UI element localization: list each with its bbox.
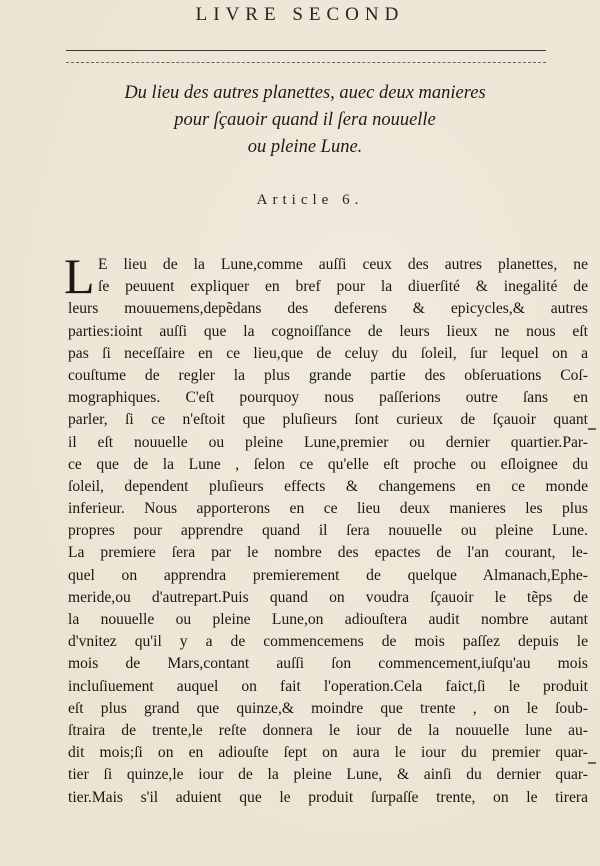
title-line-3: ou pleine Lune.	[247, 137, 363, 157]
text-line: eſt plus grand que quinze,& moindre que trente , on le ſoub-	[68, 699, 588, 717]
article-heading: Article 6.	[256, 192, 364, 208]
running-head: LIVRE SECOND	[195, 4, 405, 25]
margin-mark	[588, 762, 596, 764]
header-rule	[66, 50, 546, 51]
text-line: pas ſi neceſſaire en ce lieu,que de celuy du ſoleil, ſur lequel on a	[68, 344, 588, 362]
text-line: incluſiuement auquel on fait l'operation.Cela faict,ſi le produit	[68, 677, 588, 695]
text-line: quel on apprendra premierement de quelque Almanach,Ephe-	[68, 566, 588, 584]
text-line: inferieur. Nous apporterons en ce lieu deux manieres les plus	[68, 500, 588, 518]
text-line: parties:ioint auſſi que la cognoiſſance de leurs lieux ne nous eſt	[68, 322, 588, 340]
text-line: la nouuelle ou pleine Lune,on adiouſtera audit nombre autant	[68, 611, 588, 628]
text-line: il eſt nouuelle ou pleine Lune,premier ou dernier quartier.Par-	[68, 433, 588, 451]
text-line: ſe peuuent expliquer en bref pour la diuerſité & inegalité de	[98, 278, 588, 296]
drop-cap: L	[64, 248, 95, 304]
text-line: ſoleil, dependent pluſieurs effects & changemens en ce monde	[68, 477, 588, 495]
body-text	[68, 254, 588, 809]
text-line: ce que de la Lune , ſelon ce qu'elle eſt proche ou eſloignee du	[68, 455, 588, 473]
chapter-title	[60, 80, 550, 161]
text-line: dit mois;ſi on en adiouſte ſept on aura le iour du premier quar-	[68, 744, 588, 762]
text-line: La premiere ſera par le nombre des epactes de l'an courant, le-	[68, 544, 588, 562]
text-line: couſtume de regler la plus grande partie des obſeruations Coſ-	[68, 366, 588, 384]
text-line: tier.Mais s'il aduient que le produit ſurpaſſe trente, on le tirera	[68, 788, 588, 806]
text-line: E lieu de la Lune,comme auſſi ceux des autres planettes, ne	[98, 256, 588, 273]
title-line-1: Du lieu des autres planettes, auec deux manieres	[124, 83, 486, 103]
text-line: tier ſi quinze,le iour de la pleine Lune, & ainſi du dernier quar-	[68, 766, 588, 784]
title-line-2: pour ſçauoir quand il ſera nouuelle	[174, 110, 436, 130]
text-line: d'vnitez qu'il y a de commencemens de mois paſſez depuis le	[68, 633, 588, 651]
text-line: leurs mouuemens,depẽdans des deferens & epicycles,& autres	[68, 300, 588, 318]
text-line: ſtraira de trente,le reſte donnera le iour de la nouuelle lune au-	[68, 721, 588, 739]
margin-mark	[588, 428, 596, 430]
header-rule-secondary	[66, 62, 546, 63]
text-line: propres pour apprendre quand il ſera nouuelle ou pleine Lune.	[68, 522, 588, 540]
text-line: meride,ou d'autrepart.Puis quand on voudra ſçauoir le tẽps de	[68, 588, 588, 606]
text-line: parler, ſi ce n'eſtoit que pluſieurs ſont curieux de ſçauoir quant	[68, 411, 588, 429]
text-line: mographiques. C'eſt pourquoy nous paſſerions outre ſans en	[68, 389, 588, 407]
text-line: mois de Mars,contant auſſi ſon commencement,iuſqu'au mois	[68, 655, 588, 673]
